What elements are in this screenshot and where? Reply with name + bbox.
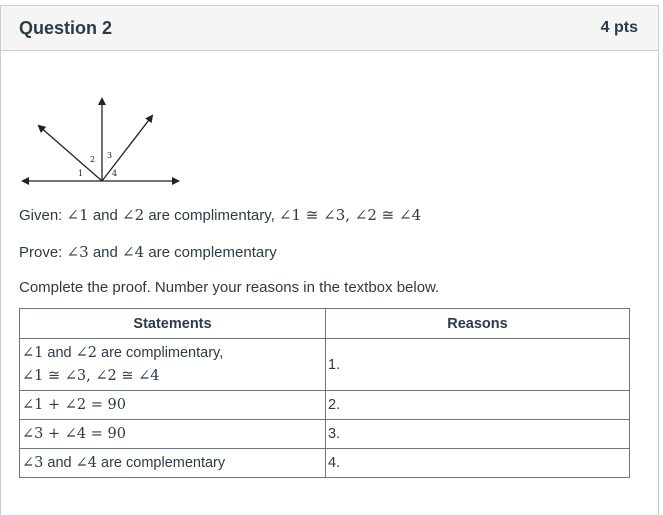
- statement-and: and: [43, 455, 76, 471]
- ray-upper-left: [39, 126, 102, 181]
- statement-angle: ∠2: [75, 344, 97, 361]
- prove-prefix: Prove:: [19, 244, 67, 261]
- statement-angle: ∠4: [75, 455, 97, 471]
- table-row: [20, 391, 630, 420]
- statement-cell: ∠1 + ∠2 = 90: [20, 391, 326, 420]
- ray-upper-right: [102, 116, 152, 181]
- angle-label-1: 1: [78, 169, 84, 178]
- prove-suffix: are complementary: [144, 244, 277, 261]
- statement-tail: are complimentary,: [97, 344, 224, 361]
- reason-cell: 4.: [326, 449, 630, 478]
- table-row: [20, 449, 630, 478]
- table-row: [20, 420, 630, 449]
- statement-cell: [20, 449, 326, 478]
- statement-cell: [20, 339, 326, 391]
- given-mid: are complimentary,: [144, 207, 279, 224]
- reason-cell: 3.: [326, 420, 630, 449]
- prove-and: and: [88, 244, 123, 261]
- angle-diagram: [14, 90, 189, 195]
- statement-tail: are complementary: [97, 455, 226, 471]
- angle-label-2: 2: [90, 155, 96, 164]
- table-row: [20, 339, 630, 391]
- given-line: [19, 206, 421, 224]
- given-congruence: ∠1 ≅ ∠3, ∠2 ≅ ∠4: [278, 206, 422, 224]
- reason-cell: 2.: [326, 391, 630, 420]
- instruction-text: Complete the proof. Number your reasons in the textbox below.: [19, 279, 440, 296]
- reasons-header: Reasons: [326, 309, 630, 339]
- reason-cell: 1.: [326, 339, 630, 391]
- angle-label-4: 4: [112, 169, 118, 178]
- prove-angle-3: ∠3: [66, 243, 89, 261]
- table-header-row: [20, 309, 630, 339]
- prove-angle-4: ∠4: [122, 243, 145, 261]
- statement-cell: ∠3 + ∠4 = 90: [20, 420, 326, 449]
- proof-table: [19, 308, 630, 478]
- given-and: and: [88, 207, 123, 224]
- question-points: 4 pts: [600, 19, 638, 36]
- statement-and: and: [43, 344, 76, 361]
- given-angle-2: ∠2: [122, 206, 145, 224]
- question-title: Question 2: [19, 17, 113, 38]
- statements-header: Statements: [20, 309, 326, 339]
- prove-line: [19, 243, 277, 261]
- statement-line-2: ∠1 ≅ ∠3, ∠2 ≅ ∠4: [22, 367, 160, 384]
- question-header: [1, 6, 658, 51]
- given-angle-1: ∠1: [66, 206, 89, 224]
- statement-angle: ∠3: [22, 455, 44, 471]
- statement-line-1: [22, 342, 323, 365]
- angle-label-3: 3: [107, 151, 113, 160]
- given-prefix: Given:: [19, 207, 67, 224]
- statement-angle: ∠1: [22, 344, 44, 361]
